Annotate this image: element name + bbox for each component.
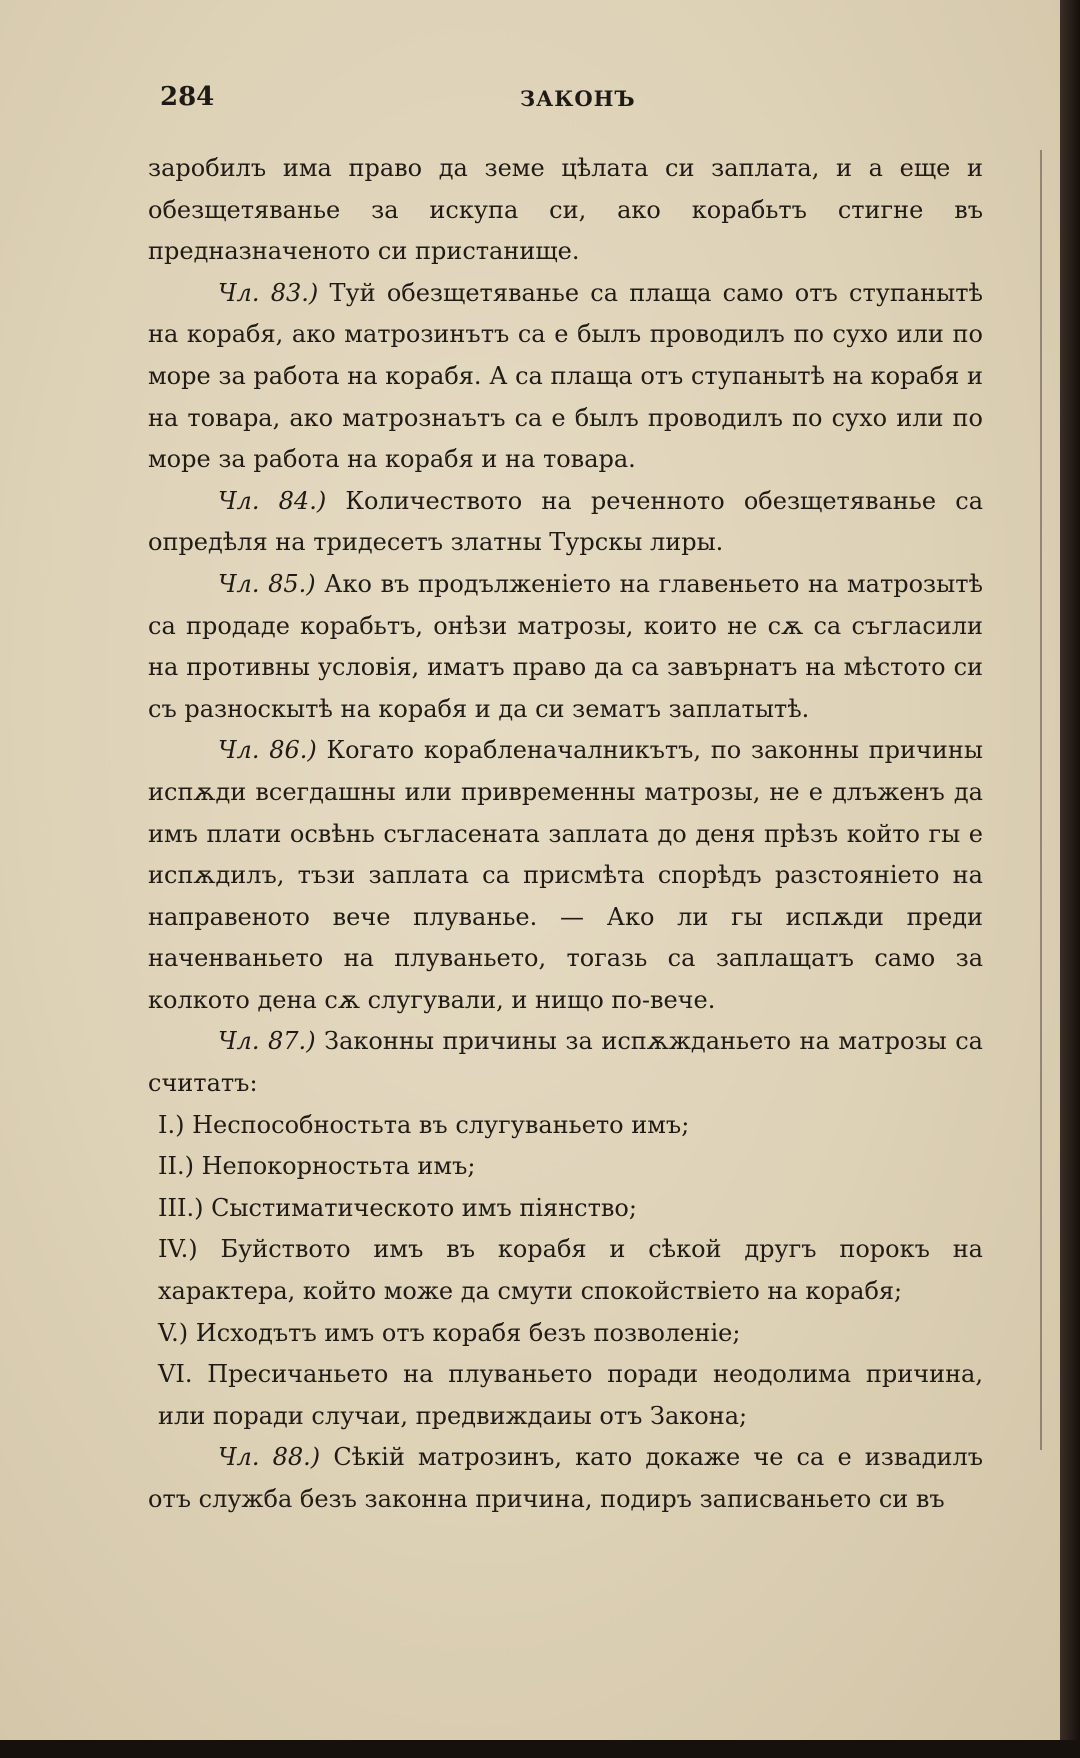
list-item: I.) Неспособностьта въ слугуваньето имъ; (158, 1110, 690, 1139)
scan-border (0, 1740, 1080, 1758)
article-text: Туй обезщетяванье са плаща само отъ ступанытѣ на корабя, ако матрозинътъ са е былъ проводилъ по сухо или по море за работа на корабя. А са плаща отъ ступанытѣ на корабя и на товара, ако матрознаътъ са е былъ проводилъ по сухо или по море за работа на корабя и на товара. (148, 278, 983, 474)
page-edge-line (1040, 150, 1042, 1450)
article-85 (148, 564, 983, 730)
article-number: Чл. 87.) (218, 1027, 316, 1056)
article-84 (148, 481, 983, 564)
body-text (148, 148, 983, 1521)
list-item: V.) Исходътъ имъ отъ корабя безъ позволеніе; (158, 1318, 741, 1347)
list-item: IV.) Буйството имъ въ корабя и сѣкой другъ порокъ на характера, който може да смути спокойствіето на корабя; (158, 1235, 983, 1306)
list-item: III.) Сыстиматическото имъ піянство; (158, 1193, 637, 1222)
article-text: Ако въ продълженіето на главеньето на матрозытѣ са продаде корабьтъ, онѣзи матрозы, които не сѫ са съгласили на противны условія, иматъ право да са завърнатъ на мѣстото си съ разноскытѣ на корабя и да си зематъ заплатытѣ. (148, 569, 983, 723)
article-number: Чл. 85.) (218, 569, 316, 598)
article-87 (148, 1021, 983, 1104)
list-item: II.) Непокорностьта имъ; (158, 1152, 476, 1181)
article-text: Когато корабленачалникътъ, по законны причины испѫди всегдашны или привременны матрозы, не е длъженъ да имъ плати освѣнь съгласената заплата до деня прѣзъ който гы е испѫдилъ, тъзи заплата са присмѣта спорѣдъ разстояніето на направеното вече плуванье. — Ако ли гы испѫди преди наченваньето на плуваньето, тогазь са заплащатъ само за колкото дена сѫ слугували, и нищо по-вече. (148, 736, 983, 1014)
article-83 (148, 273, 983, 481)
article-88 (148, 1437, 983, 1520)
article-text: Количеството на реченното обезщетяванье са опредѣля на тридесетъ златны Турскы лиры. (148, 486, 984, 557)
list-item: VI. Пресичаньето на плуваньето поради неодолима причина, или поради случаи, предвиждаиы отъ Закона; (158, 1360, 983, 1430)
book-spine (1060, 0, 1080, 1758)
article-text: Законны причины за испѫжданьето на матрозы са считатъ: (148, 1027, 983, 1098)
paragraph-continuation: заробилъ има право да земе цѣлата си заплата, и а еще и обезщетяванье за искупа си, ако корабьтъ стигне въ предназначеното си пристанище. (148, 154, 983, 266)
article-number: Чл. 88.) (218, 1443, 321, 1472)
page-number: 284 (160, 82, 215, 112)
article-number: Чл. 86.) (218, 736, 317, 765)
article-86 (148, 730, 983, 1021)
article-text: Сѣкій матрозинъ, като докаже че са е извадилъ отъ служба безъ законна причина, подиръ записваньето си въ (148, 1443, 983, 1513)
page-header (160, 82, 980, 122)
running-title: ЗАКОНЪ (520, 86, 636, 111)
article-number: Чл. 84.) (218, 486, 327, 515)
article-number: Чл. 83.) (218, 278, 319, 307)
